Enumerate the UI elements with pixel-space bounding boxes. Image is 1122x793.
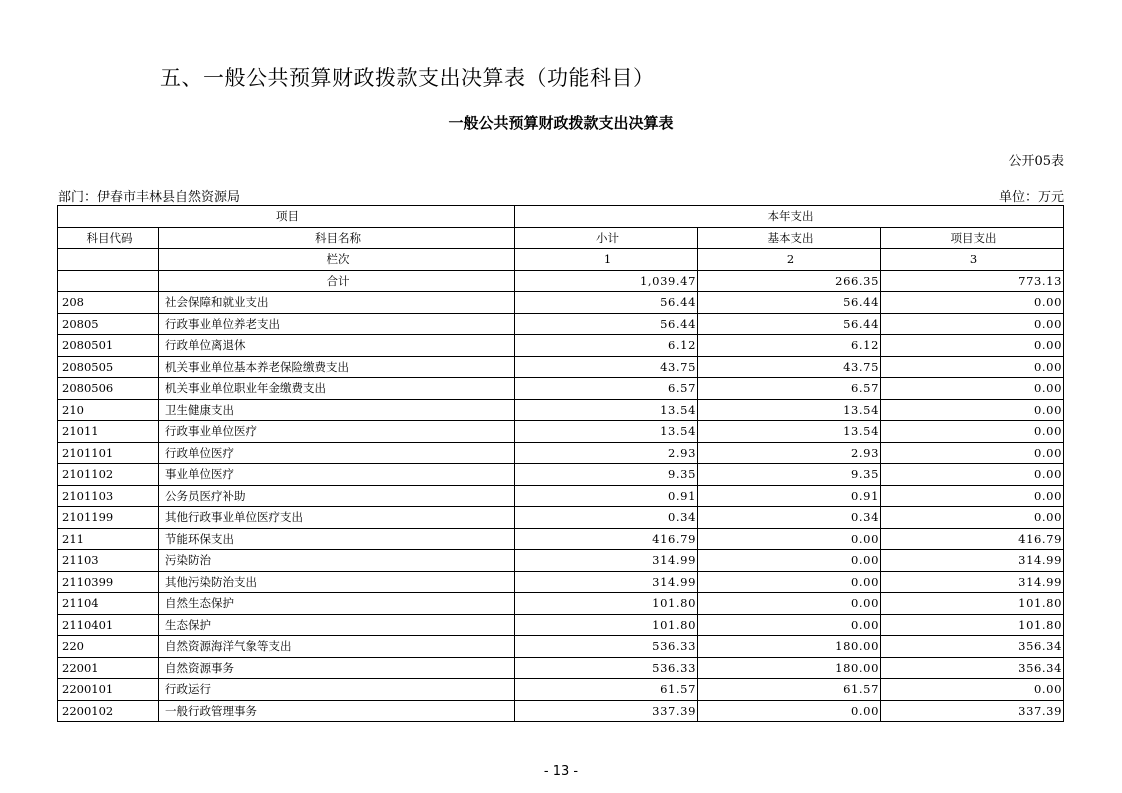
row-index-row [58, 249, 1064, 271]
cell-name: 机关事业单位基本养老保险缴费支出 [159, 356, 515, 378]
cell-subtotal: 314.99 [515, 550, 698, 572]
table-row [58, 700, 1064, 722]
cell-code: 21103 [58, 550, 159, 572]
cell-subtotal: 416.79 [515, 528, 698, 550]
cell-basic: 2.93 [698, 442, 881, 464]
cell-basic: 180.00 [698, 657, 881, 679]
cell-subtotal: 9.35 [515, 464, 698, 486]
cell-basic: 0.00 [698, 700, 881, 722]
cell-basic: 6.57 [698, 378, 881, 400]
cell-basic: 0.00 [698, 571, 881, 593]
cell-code: 2101102 [58, 464, 159, 486]
cell-name: 自然生态保护 [159, 593, 515, 615]
header-row-group [58, 206, 1064, 228]
cell-name: 行政事业单位养老支出 [159, 313, 515, 335]
cell-subtotal: 61.57 [515, 679, 698, 701]
total-basic: 266.35 [698, 270, 881, 292]
cell-name: 卫生健康支出 [159, 399, 515, 421]
cell-project: 314.99 [881, 550, 1064, 572]
col-code-header: 科目代码 [58, 227, 159, 249]
table-row [58, 679, 1064, 701]
cell-basic: 0.00 [698, 550, 881, 572]
cell-basic: 0.00 [698, 593, 881, 615]
col-basic-header: 基本支出 [698, 227, 881, 249]
cell-basic: 180.00 [698, 636, 881, 658]
row-index-3: 3 [881, 249, 1064, 271]
cell-basic: 13.54 [698, 399, 881, 421]
page-number: - 13 - [543, 764, 579, 779]
cell-name: 一般行政管理事务 [159, 700, 515, 722]
section-title: 五、一般公共预算财政拨款支出决算表（功能科目） [160, 66, 655, 90]
cell-subtotal: 0.34 [515, 507, 698, 529]
row-index-2: 2 [698, 249, 881, 271]
cell-code: 2080505 [58, 356, 159, 378]
cell-basic: 6.12 [698, 335, 881, 357]
cell-basic: 56.44 [698, 292, 881, 314]
cell-project: 416.79 [881, 528, 1064, 550]
cell-project: 0.00 [881, 335, 1064, 357]
cell-code: 208 [58, 292, 159, 314]
col-subtotal-header: 小计 [515, 227, 698, 249]
cell-basic: 0.91 [698, 485, 881, 507]
cell-name: 社会保障和就业支出 [159, 292, 515, 314]
cell-subtotal: 314.99 [515, 571, 698, 593]
cell-name: 行政单位离退休 [159, 335, 515, 357]
cell-project: 356.34 [881, 636, 1064, 658]
cell-name: 其他污染防治支出 [159, 571, 515, 593]
cell-project: 101.80 [881, 593, 1064, 615]
cell-code: 210 [58, 399, 159, 421]
row-index-blank [58, 249, 159, 271]
cell-project: 0.00 [881, 378, 1064, 400]
cell-basic: 9.35 [698, 464, 881, 486]
table-code: 公开05表 [1008, 154, 1064, 169]
cell-project: 101.80 [881, 614, 1064, 636]
cell-name: 行政运行 [159, 679, 515, 701]
table-row [58, 614, 1064, 636]
cell-subtotal: 536.33 [515, 657, 698, 679]
cell-name: 行政事业单位医疗 [159, 421, 515, 443]
table-row [58, 657, 1064, 679]
cell-basic: 0.00 [698, 528, 881, 550]
cell-code: 2101101 [58, 442, 159, 464]
cell-project: 314.99 [881, 571, 1064, 593]
table-row [58, 485, 1064, 507]
cell-subtotal: 101.80 [515, 593, 698, 615]
cell-code: 220 [58, 636, 159, 658]
table-row [58, 421, 1064, 443]
cell-basic: 0.34 [698, 507, 881, 529]
table-row [58, 528, 1064, 550]
header-item: 项目 [58, 206, 515, 228]
cell-project: 0.00 [881, 399, 1064, 421]
cell-code: 2200101 [58, 679, 159, 701]
table-row [58, 550, 1064, 572]
cell-code: 22001 [58, 657, 159, 679]
cell-project: 0.00 [881, 507, 1064, 529]
table-row [58, 593, 1064, 615]
cell-code: 2101199 [58, 507, 159, 529]
cell-project: 0.00 [881, 442, 1064, 464]
cell-subtotal: 56.44 [515, 313, 698, 335]
cell-code: 2080506 [58, 378, 159, 400]
cell-subtotal: 2.93 [515, 442, 698, 464]
cell-name: 公务员医疗补助 [159, 485, 515, 507]
cell-project: 0.00 [881, 679, 1064, 701]
cell-subtotal: 13.54 [515, 421, 698, 443]
cell-subtotal: 536.33 [515, 636, 698, 658]
table-row [58, 507, 1064, 529]
cell-subtotal: 43.75 [515, 356, 698, 378]
cell-project: 0.00 [881, 421, 1064, 443]
cell-basic: 43.75 [698, 356, 881, 378]
cell-name: 自然资源海洋气象等支出 [159, 636, 515, 658]
cell-subtotal: 6.12 [515, 335, 698, 357]
table-row [58, 442, 1064, 464]
cell-code: 20805 [58, 313, 159, 335]
cell-name: 行政单位医疗 [159, 442, 515, 464]
cell-code: 2080501 [58, 335, 159, 357]
cell-subtotal: 0.91 [515, 485, 698, 507]
cell-name: 事业单位医疗 [159, 464, 515, 486]
cell-subtotal: 337.39 [515, 700, 698, 722]
cell-subtotal: 6.57 [515, 378, 698, 400]
cell-project: 0.00 [881, 356, 1064, 378]
unit-label: 单位：万元 [998, 190, 1064, 205]
table-row [58, 356, 1064, 378]
total-project: 773.13 [881, 270, 1064, 292]
department-label: 部门：伊春市丰林县自然资源局 [58, 190, 241, 205]
cell-code: 2101103 [58, 485, 159, 507]
table-row [58, 335, 1064, 357]
cell-name: 自然资源事务 [159, 657, 515, 679]
cell-name: 生态保护 [159, 614, 515, 636]
cell-subtotal: 13.54 [515, 399, 698, 421]
cell-project: 0.00 [881, 464, 1064, 486]
table-title: 一般公共预算财政拨款支出决算表 [448, 114, 674, 132]
header-current-year: 本年支出 [515, 206, 1064, 228]
col-project-header: 项目支出 [881, 227, 1064, 249]
cell-name: 其他行政事业单位医疗支出 [159, 507, 515, 529]
cell-code: 21104 [58, 593, 159, 615]
cell-code: 2200102 [58, 700, 159, 722]
table-row [58, 313, 1064, 335]
cell-basic: 0.00 [698, 614, 881, 636]
budget-table [57, 205, 1064, 722]
col-name-header: 科目名称 [159, 227, 515, 249]
cell-code: 2110399 [58, 571, 159, 593]
row-index-1: 1 [515, 249, 698, 271]
cell-name: 节能环保支出 [159, 528, 515, 550]
cell-project: 337.39 [881, 700, 1064, 722]
total-blank [58, 270, 159, 292]
cell-project: 0.00 [881, 485, 1064, 507]
table-row [58, 571, 1064, 593]
cell-basic: 56.44 [698, 313, 881, 335]
cell-project: 0.00 [881, 313, 1064, 335]
budget-table-body [58, 206, 1064, 722]
cell-project: 0.00 [881, 292, 1064, 314]
cell-name: 污染防治 [159, 550, 515, 572]
table-row [58, 378, 1064, 400]
cell-subtotal: 56.44 [515, 292, 698, 314]
header-row-columns [58, 227, 1064, 249]
total-row [58, 270, 1064, 292]
row-index-label: 栏次 [159, 249, 515, 271]
cell-code: 2110401 [58, 614, 159, 636]
cell-subtotal: 101.80 [515, 614, 698, 636]
cell-project: 356.34 [881, 657, 1064, 679]
cell-basic: 61.57 [698, 679, 881, 701]
cell-code: 21011 [58, 421, 159, 443]
cell-code: 211 [58, 528, 159, 550]
table-row [58, 464, 1064, 486]
cell-basic: 13.54 [698, 421, 881, 443]
cell-name: 机关事业单位职业年金缴费支出 [159, 378, 515, 400]
total-subtotal: 1,039.47 [515, 270, 698, 292]
total-label: 合计 [159, 270, 515, 292]
table-row [58, 399, 1064, 421]
table-row [58, 292, 1064, 314]
table-row [58, 636, 1064, 658]
